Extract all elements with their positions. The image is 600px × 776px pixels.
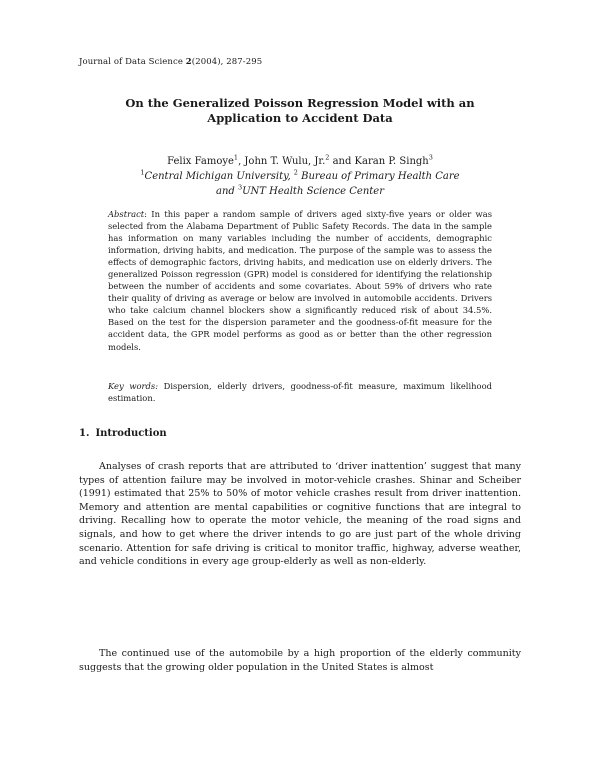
abstract-label: Abstract	[108, 209, 145, 219]
affiliation-3: UNT Health Science Center	[242, 186, 385, 197]
journal-year-pages: (2004), 287-295	[191, 57, 263, 67]
affiliation-1-marker: 1	[140, 168, 145, 177]
author-2: , John T. Wulu, Jr.	[238, 156, 326, 167]
author-1-marker: 1	[233, 153, 239, 162]
journal-volume: 2	[185, 57, 192, 67]
author-list	[79, 154, 521, 169]
author-3: and Karan P. Singh	[329, 156, 429, 167]
section-title: Introduction	[95, 428, 167, 439]
section-number: 1.	[79, 428, 90, 439]
author-1: Felix Famoye	[167, 156, 234, 167]
abstract	[108, 208, 492, 353]
author-2-marker: 2	[325, 153, 330, 162]
paper-title	[79, 96, 521, 126]
title-line-2: Application to Accident Data	[207, 111, 393, 125]
body-paragraph-2: The continued use of the automobile by a high proportion of the elderly community suggests that the growing older population in the United States is almost	[79, 648, 521, 673]
title-line-1: On the Generalized Poisson Regression Model with an	[125, 96, 475, 110]
body-paragraph-1: Analyses of crash reports that are attributed to ‘driver inattention’ suggest that many types of attention failure may be involved in motor-vehicle crashes. Shinar and Scheiber (1991) estimated that 25% to 50% of motor vehicle crashes result from driver inattention. Memory and attention are mental capabilities or cognitive functions that are integral to driving. Recalling how to operate the motor vehicle, the meaning of the road signs and signals, and how to get where the driver intends to go are just part of the whole driving scenario. Attention for safe driving is critical to monitor traffic, highway, adverse weather, and vehicle conditions in every age group-elderly as well as non-elderly.	[79, 461, 521, 568]
affiliation-line-2	[79, 184, 521, 199]
affiliation-1: Central Michigan University,	[144, 171, 294, 182]
affiliation-2: Bureau of Primary Health Care	[297, 171, 460, 182]
affiliation-2-marker: 2	[293, 168, 298, 177]
affiliation-line-1	[79, 169, 521, 184]
affiliation-3-marker: 3	[237, 183, 243, 192]
abstract-text: : In this paper a random sample of drivers aged sixty-five years or older was selected from the Alabama Department of Public Safety Records. The data in the sample has information on many variables including the number of accidents, demographic information, driving habits, and medication. The purpose of the sample was to assess the effects of demographic factors, driving habits, and medication use on elderly drivers. The generalized Poisson regression (GPR) model is considered for identifying the relationship between the number of accidents and some covariates. About 59% of drivers who rate their quality of driving as average or below are involved in automobile accidents. Drivers who take calcium channel blockers show a significantly reduced risk of about 34.5%. Based on the test for the dispersion parameter and the goodness-of-fit measure for the accident data, the GPR model performs as good as or better than the other regression models.	[108, 209, 492, 352]
section-heading-introduction	[79, 428, 173, 439]
keywords-label: Key words:	[108, 381, 159, 391]
affiliation-conjunction: and	[215, 186, 238, 197]
journal-name: Journal of Data Science	[79, 57, 186, 67]
journal-header	[79, 57, 262, 67]
keywords	[108, 380, 492, 404]
affiliations	[79, 169, 521, 199]
author-3-marker: 3	[428, 153, 433, 162]
keywords-text: Dispersion, elderly drivers, goodness-of-fit measure, maximum likelihood estimation.	[108, 381, 492, 404]
